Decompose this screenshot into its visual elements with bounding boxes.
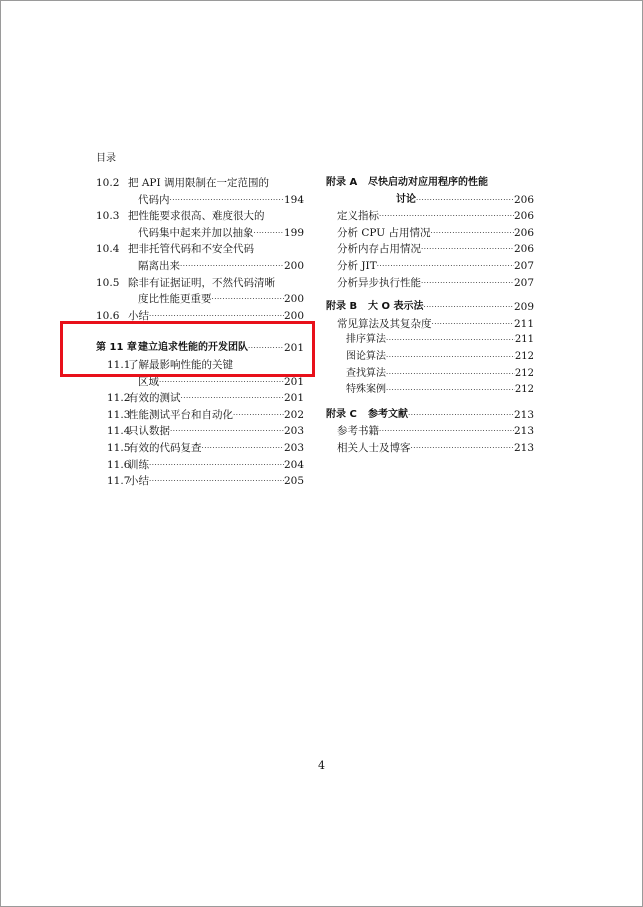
spacer [326,399,534,407]
leader-dots [170,423,284,440]
item-title: 特殊案例 [346,384,386,396]
leader-dots [386,332,515,349]
toc-entry-11-7[interactable] [96,473,304,490]
page-number: 206 [513,226,534,239]
leader-dots [233,407,284,424]
leader-dots [202,440,284,457]
appendix-title: 参考文献 [368,408,408,420]
section-title: 把非托管代码和不安全代码 [128,243,254,256]
toc-entry-10-5[interactable] [96,275,304,308]
item-title: 分析 CPU 占用情况 [337,226,431,239]
item-title: 参考书籍 [337,425,379,438]
page-number: 209 [513,301,534,314]
toc-item-common-algorithms[interactable] [326,316,534,333]
toc-entry-10-2[interactable] [96,175,304,208]
appendix-title-cont: 讨论 [396,193,416,205]
section-number: 10.4 [96,243,120,256]
highlight-box [60,321,315,377]
section-title-cont: 区域 [138,375,159,388]
page-number: 199 [283,226,304,239]
page-number: 207 [513,276,534,289]
section-title: 只认数据 [128,425,170,438]
page-number: 213 [513,425,534,438]
section-number: 10.2 [96,177,120,189]
section-title: 除非有证据证明，不然代码清晰 [128,276,275,289]
item-title: 常见算法及其复杂度 [337,317,432,330]
toc-item-people-blogs[interactable] [326,440,534,457]
page-number: 201 [283,375,304,388]
section-title: 训练 [128,458,149,471]
item-title: 查找算法 [346,367,386,379]
toc-appendix-c[interactable] [326,407,534,424]
page-number: 201 [283,392,304,405]
item-title: 分析内存占用情况 [337,243,421,256]
section-title: 把性能要求很高、难度很大的 [128,210,265,223]
toc-right-column [326,175,534,457]
leader-dots [386,349,515,366]
appendix-number: 附录 A [326,177,358,188]
page-number: 205 [283,475,304,488]
toc-entry-11-3[interactable] [96,407,304,424]
item-title: 定义指标 [337,210,379,223]
page-number: 203 [283,425,304,438]
toc-item-jit[interactable] [326,258,534,275]
toc-item-sorting[interactable] [326,332,534,349]
leader-dots [411,440,514,457]
leader-dots [416,192,514,209]
page-number: 212 [514,367,534,379]
toc-entry-11-4[interactable] [96,423,304,440]
page-number: 211 [514,334,534,346]
page-number: 213 [513,408,534,421]
item-title: 分析异步执行性能 [337,276,421,289]
section-title: 有效的测试 [128,392,181,405]
section-title-cont: 度比性能更重要 [138,293,212,306]
toc-item-memory[interactable] [326,241,534,258]
leader-dots [212,291,284,308]
section-number: 10.5 [96,276,120,289]
appendix-number: 附录 B [326,301,358,313]
leader-dots [421,241,514,258]
toc-item-graph[interactable] [326,349,534,366]
page-number: 211 [513,317,534,330]
page-number: 202 [283,408,304,421]
toc-item-search[interactable] [326,366,534,383]
page-number: 212 [514,350,534,362]
section-number: 11.6 [107,458,131,471]
leader-dots [149,457,284,474]
section-number: 10.6 [96,309,120,322]
page-number: 206 [513,243,534,256]
leader-dots [170,192,284,209]
chapter-title: 建立追求性能的开发团队 [138,342,248,354]
page-number: 206 [513,210,534,223]
leader-dots [379,208,514,225]
leader-dots [430,225,514,242]
toc-item-define-metrics[interactable] [326,208,534,225]
page-number: 206 [513,193,534,206]
toc-appendix-a[interactable] [326,175,534,208]
page-number: 200 [283,293,304,306]
item-title: 图论算法 [346,350,386,362]
leader-dots [432,316,514,333]
page-number: 200 [283,259,304,272]
toc-appendix-b[interactable] [326,299,534,316]
appendix-number: 附录 C [326,408,357,420]
section-number: 10.3 [96,210,120,223]
toc-entry-11-2[interactable] [96,390,304,407]
appendix-title: 尽快启动对应用程序的性能 [368,177,488,188]
section-title-cont: 隔离出来 [138,259,180,272]
leader-dots [377,258,514,275]
section-number: 11.3 [107,408,131,421]
toc-item-books[interactable] [326,423,534,440]
toc-entry-10-4[interactable] [96,241,304,274]
page-number: 201 [283,342,304,355]
page-number: 212 [514,384,534,396]
toc-entry-10-3[interactable] [96,208,304,241]
section-title-cont: 代码集中起来并加以抽象 [138,226,254,239]
leader-dots [423,299,513,316]
page-number-footer: 4 [318,759,325,772]
section-title: 了解最影响性能的关键 [128,358,233,371]
section-title: 性能测试平台和自动化 [128,408,233,421]
section-number: 11.1 [107,358,131,371]
leader-dots [386,382,515,399]
toc-item-async[interactable] [326,275,534,292]
leader-dots [408,407,514,424]
item-title: 相关人士及博客 [337,441,411,454]
leader-dots [149,473,284,490]
chapter-number: 第 11 章 [96,342,137,354]
section-number: 11.7 [107,475,131,488]
item-title: 分析 JIT [337,259,377,272]
section-number: 11.2 [107,392,131,405]
toc-entry-11-5[interactable] [96,440,304,457]
toc-item-special[interactable] [326,382,534,399]
page-header: 目录 [96,153,116,164]
section-title: 有效的代码复查 [128,441,202,454]
section-number: 11.5 [107,441,131,454]
section-title: 小结 [128,475,149,488]
page-number: 203 [283,441,304,454]
section-title: 小结 [128,309,149,322]
leader-dots [254,225,284,242]
leader-dots [379,423,514,440]
page-number: 204 [283,458,304,471]
section-title: 把 API 调用限制在一定范围的 [128,177,269,189]
section-number: 11.4 [107,425,131,438]
toc-entry-11-6[interactable] [96,457,304,474]
appendix-title: 大 O 表示法 [368,301,424,313]
section-title-cont: 代码内 [138,193,170,206]
page-number: 194 [283,193,304,206]
page-number: 207 [513,259,534,272]
leader-dots [386,366,515,383]
leader-dots [180,258,284,275]
item-title: 排序算法 [346,334,386,346]
page-number: 200 [283,309,304,322]
spacer [326,291,534,299]
page-number: 213 [513,441,534,454]
leader-dots [181,390,284,407]
leader-dots [421,275,514,292]
toc-item-cpu[interactable] [326,225,534,242]
